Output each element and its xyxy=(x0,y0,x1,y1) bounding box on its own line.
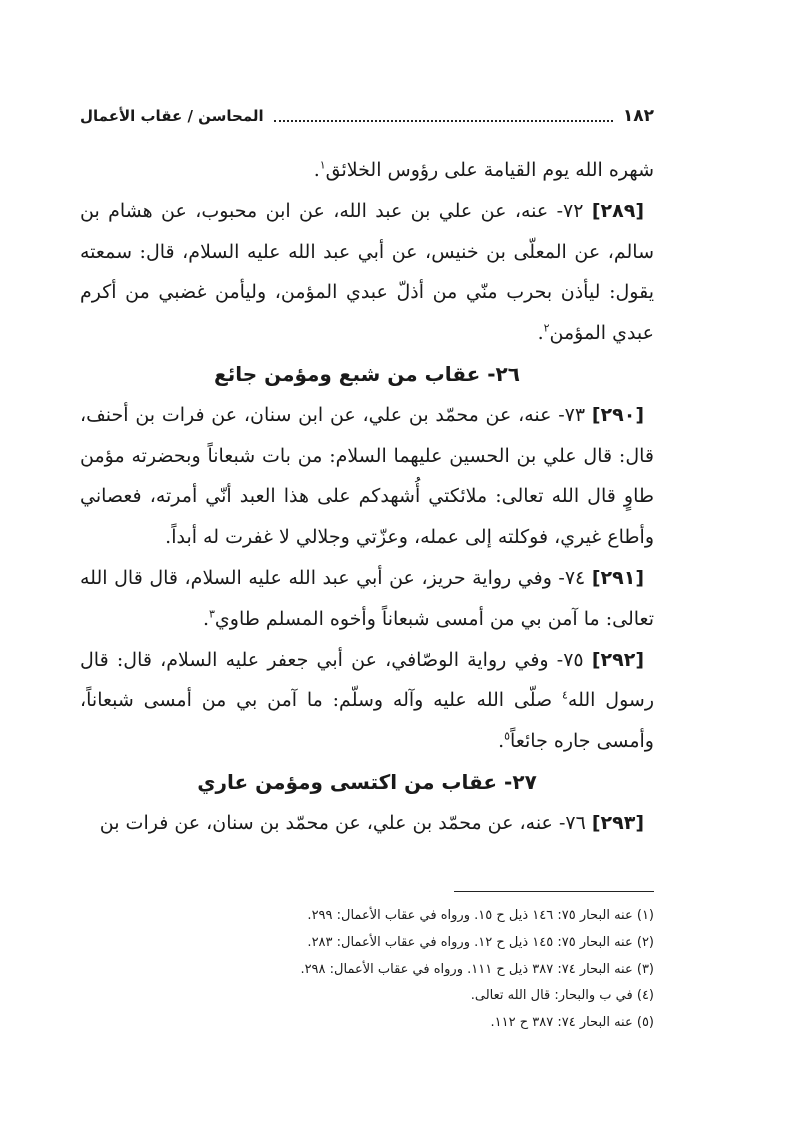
paragraph-text: شهره الله يوم القيامة على رؤوس الخلائق xyxy=(325,159,654,181)
section-heading-27: ٢٧- عقاب من اكتسى ومؤمن عاري xyxy=(197,769,537,794)
hadith-text: ٧٣- عنه، عن محمّد بن علي، عن ابن سنان، عن فرات بن أحنف، قال: قال علي بن الحسين عليهما السلام: من بات شبعاناً وبحضرته مؤمن طاوٍ قال الله تعالى: ملائكتي أُشهدكم على هذا العبد أنّي أمرته، فعصاني وأطاع غيري، فوكلته إلى عمله، وعزّتي وجلالي لا غفرت له أبداً. xyxy=(80,403,654,549)
hadith-291: [٢٩١] ٧٤- وفي رواية حريز، عن أبي عبد الله عليه السلام، قال قال الله تعالى: ما آمن بي من أمسى شبعاناً وأخوه المسلم طاوي$^٣$. xyxy=(80,566,654,630)
hadith-number: [٢٩٢] xyxy=(591,648,644,671)
hadith-text: ٧٤- وفي رواية حريز، عن أبي عبد الله عليه السلام، قال قال الله تعالى: ما آمن بي من أمسى شبعاناً وأخوه المسلم طاوي xyxy=(80,566,654,630)
footnote-1: (١) عنه البحار ٧٥: ١٤٦ ذيل ح ١٥. ورواه في عقاب الأعمال: ٢٩٩. xyxy=(307,908,654,923)
footnote-ref: ٤ xyxy=(561,689,568,703)
hadith-292: [٢٩٢] ٧٥- وفي رواية الوصّافي، عن أبي جعفر عليه السلام، قال: قال رسول الله$^٤$ صلّى الله عليه وآله وسلّم: ما آمن بي من أمسى شبعاناً، وأمسى جاره جائعاً$^٥$. xyxy=(80,648,654,753)
footnote-separator xyxy=(454,891,654,892)
header-dot-leader xyxy=(274,110,613,122)
footnotes xyxy=(80,903,654,1037)
hadith-number: [٢٩١] xyxy=(591,566,644,589)
hadith-text: ٧٥- وفي رواية الوصّافي، عن أبي جعفر عليه السلام، قال: قال رسول الله xyxy=(80,648,654,712)
running-header xyxy=(80,104,654,128)
hadith-text-continued: صلّى الله عليه وآله وسلّم: ما آمن بي من أمسى شبعاناً، وأمسى جاره جائعاً xyxy=(80,689,654,753)
main-text xyxy=(80,150,654,844)
section-heading-26: ٢٦- عقاب من شبع ومؤمن جائع xyxy=(214,361,520,386)
hadith-number: [٢٨٩] xyxy=(591,199,644,222)
footnote-ref: ٥ xyxy=(504,729,511,743)
paragraph-continuation: شهره الله يوم القيامة على رؤوس الخلائق$^١$. xyxy=(313,158,654,181)
hadith-text: ٧٦- عنه، عن محمّد بن علي، عن محمّد بن سنان، عن فرات بن xyxy=(99,811,592,834)
hadith-number: [٢٩٣] xyxy=(591,811,644,834)
hadith-293 xyxy=(80,803,654,844)
hadith-text: ٧٢- عنه، عن علي بن عبد الله، عن ابن محبوب، عن هشام بن سالم، عن المعلّى بن خنيس، عن أبي عبد الله عليه السلام، قال: سمعته يقول: ليأذن بحرب منّي من أذلّ عبدي المؤمن، وليأمن غضبي من أكرم عبدي المؤمن xyxy=(80,199,654,345)
footnote-4: (٤) في ب والبحار: قال الله تعالى. xyxy=(470,988,654,1004)
hadith-290 xyxy=(80,395,654,558)
footnote-ref: ٢ xyxy=(543,321,550,335)
footnote-2: (٢) عنه البحار ٧٥: ١٤٥ ذيل ح ١٢. ورواه في عقاب الأعمال: ٢٨٣. xyxy=(307,934,654,950)
hadith-289: [٢٨٩] ٧٢- عنه، عن علي بن عبد الله، عن ابن محبوب، عن هشام بن سالم، عن المعلّى بن خنيس، عن أبي عبد الله عليه السلام، قال: سمعته يقول: ليأذن بحرب منّي من أذلّ عبدي المؤمن، وليأمن غضبي من أكرم عبدي المؤمن$^٢$. xyxy=(80,199,654,345)
footnote-5: (٥) عنه البحار ٧٤: ٣٨٧ ح ١١٢. xyxy=(490,1015,654,1031)
footnote-ref: ٣ xyxy=(209,607,215,621)
page-number: ١٨٢ xyxy=(622,106,654,126)
hadith-number: [٢٩٠] xyxy=(591,403,644,426)
header-title: المحاسن / عقاب الأعمال xyxy=(80,107,264,125)
footnote-ref: ١ xyxy=(319,158,326,172)
footnote-3: (٣) عنه البحار ٧٤: ٣٨٧ ذيل ح ١١١. ورواه في عقاب الأعمال: ٢٩٨. xyxy=(300,961,654,977)
